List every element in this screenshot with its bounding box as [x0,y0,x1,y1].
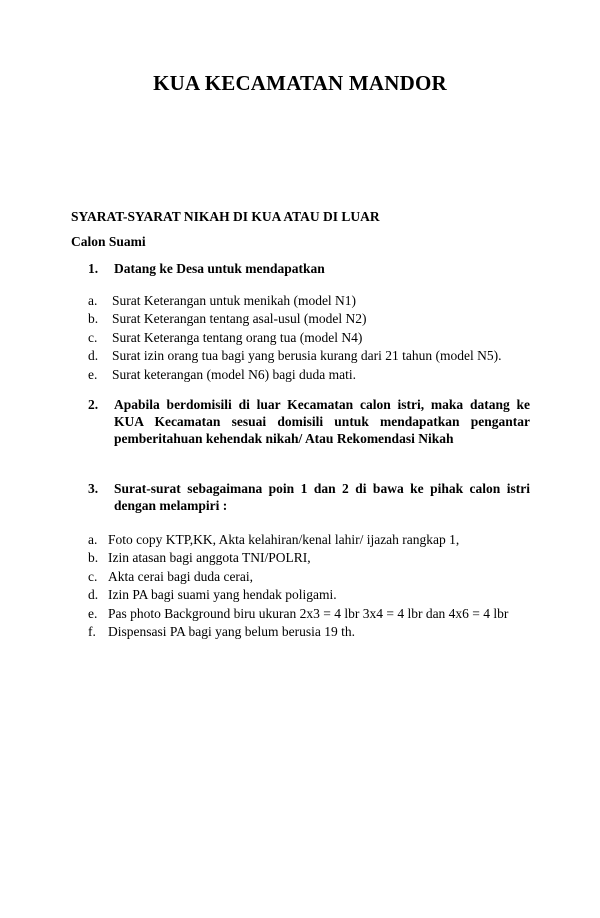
list-marker: c. [88,329,98,345]
list-item-text: Izin atasan bagi anggota TNI/POLRI, [108,550,311,566]
list-marker: b. [88,550,99,566]
list-marker: d. [88,587,99,603]
item-number: 1. [88,261,99,276]
list-marker: d. [88,348,99,364]
list-item-text: Surat Keterangan untuk menikah (model N1) [112,293,357,308]
list-item-text: Izin PA bagi suami yang hendak poligami. [108,587,337,603]
list-item [88,329,502,347]
list-item [88,605,508,623]
item-text: Surat-surat sebagaimana poin 1 dan 2 di bawa ke pihak calon istri dengan melampiri : [114,481,530,513]
requirements-list-1 [88,292,502,384]
list-item-text: Surat Keterangan tentang asal-usul (model N2) [112,311,367,327]
numbered-item-2 [88,396,530,447]
list-marker: a. [88,293,98,308]
list-marker: b. [88,311,99,327]
item-text: Datang ke Desa untuk mendapatkan [114,261,325,276]
list-item [88,623,508,641]
list-item-text: Surat keterangan (model N6) bagi duda mati. [112,366,357,382]
sub-heading-calon-suami: Calon Suami [71,234,146,249]
list-item-text: Dispensasi PA bagi yang belum berusia 19 th. [108,624,355,640]
list-item [88,531,508,549]
list-item-text: Surat izin orang tua bagi yang berusia kurang dari 21 tahun (model N5). [112,348,502,364]
list-item-text: Pas photo Background biru ukuran 2x3 = 4 lbr 3x4 = 4 lbr dan 4x6 = 4 lbr [108,605,509,621]
numbered-item-1 [88,260,530,277]
list-marker: c. [88,568,98,584]
list-item-text: Foto copy KTP,KK, Akta kelahiran/kenal lahir/ ijazah rangkap 1, [108,532,460,547]
list-item [88,568,508,586]
list-item [88,310,502,328]
list-item [88,586,508,604]
numbered-item-3 [88,480,530,514]
list-marker: a. [88,532,98,547]
requirements-list-2 [88,531,508,641]
list-marker: f. [88,624,96,640]
list-item [88,347,502,365]
list-item [88,549,508,567]
list-item-text: Akta cerai bagi duda cerai, [108,568,254,584]
list-item [88,292,502,310]
list-item [88,366,502,384]
list-marker: e. [88,366,98,382]
item-text: Apabila berdomisili di luar Kecamatan calon istri, maka datang ke KUA Kecamatan sesuai domisili untuk mendapatkan pengantar pemberitahuan kehendak nikah/ Atau Rekomendasi Nikah [114,397,530,446]
section-heading: SYARAT-SYARAT NIKAH DI KUA ATAU DI LUAR [71,209,380,224]
page-title: KUA KECAMATAN MANDOR [153,71,447,95]
item-number: 3. [88,481,99,496]
item-number: 2. [88,397,99,412]
list-item-text: Surat Keteranga tentang orang tua (model N4) [112,329,363,345]
list-marker: e. [88,605,98,621]
